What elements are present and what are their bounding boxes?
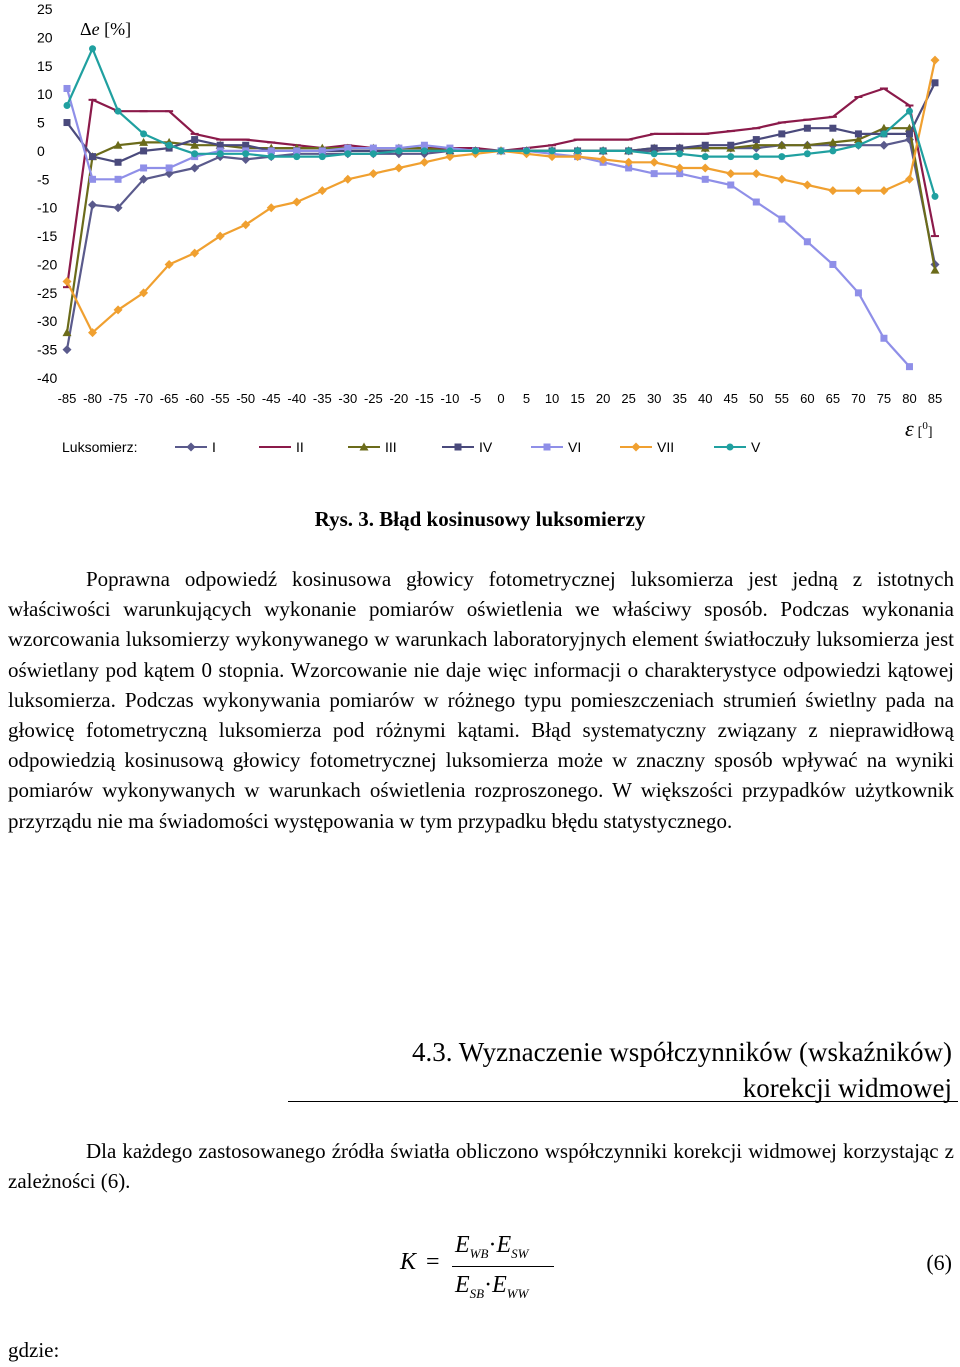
x-tick-label: 75 (876, 391, 892, 406)
data-point (319, 153, 326, 160)
data-point (63, 277, 72, 286)
data-point (600, 147, 607, 154)
y-tick-label: -15 (37, 228, 58, 245)
x-tick-label: 60 (800, 391, 815, 406)
data-point (855, 142, 862, 149)
legend-item-II (259, 439, 304, 455)
x-tick-label: 15 (570, 391, 585, 406)
data-point (804, 125, 811, 132)
x-tick-label: -20 (389, 391, 409, 406)
data-point (931, 266, 940, 274)
data-point (905, 175, 914, 184)
data-point (932, 193, 939, 200)
data-point (932, 79, 939, 86)
x-tick-label: -45 (261, 391, 281, 406)
legend-item-III (348, 439, 397, 455)
data-point (702, 176, 709, 183)
y-tick-label: 25 (37, 1, 53, 17)
data-point (906, 130, 913, 137)
series-line-VII (67, 60, 935, 333)
section-heading (412, 1034, 952, 1106)
data-point (64, 85, 71, 92)
x-tick-label: -5 (469, 391, 482, 406)
data-point (421, 147, 428, 154)
x-tick-label: -80 (83, 391, 102, 406)
x-tick-label: 55 (774, 391, 790, 406)
data-point (89, 45, 96, 52)
data-point (472, 147, 479, 154)
legend-marker (187, 443, 196, 452)
data-point (829, 125, 836, 132)
y-tick-label: 15 (37, 57, 53, 74)
x-tick-label: 10 (544, 391, 560, 406)
legend-marker (455, 444, 462, 451)
data-point (344, 150, 351, 157)
data-point (804, 238, 811, 245)
data-point (64, 102, 71, 109)
y-tick-label: 0 (37, 142, 45, 159)
x-tick-label: -40 (287, 391, 307, 406)
series-line-V (67, 49, 935, 197)
legend-item-V (714, 439, 761, 455)
x-axis-label: ε [$^0_]$ (905, 416, 933, 441)
x-tick-label: 35 (672, 391, 687, 406)
data-point (879, 186, 888, 195)
x-tick-label: 65 (825, 391, 841, 406)
data-point (190, 163, 199, 172)
legend-label: V (751, 439, 761, 455)
data-point (498, 147, 505, 154)
data-point (549, 147, 556, 154)
data-point (727, 142, 734, 149)
x-tick-label: 85 (927, 391, 943, 406)
x-tick-label: -70 (134, 391, 153, 406)
data-point (855, 289, 862, 296)
formula-6 (400, 1232, 600, 1302)
legend-marker (632, 443, 641, 452)
data-point (63, 345, 72, 354)
y-tick-label: -25 (37, 284, 58, 301)
data-point (88, 200, 97, 209)
x-tick-label: -55 (210, 391, 230, 406)
y-tick-label: -40 (37, 370, 58, 386)
data-point (369, 169, 378, 178)
data-point (394, 163, 403, 172)
data-point (140, 130, 147, 137)
data-point (293, 153, 300, 160)
heading-line-1: 4.3. Wyznaczenie współczynników (wskaźników) (412, 1037, 952, 1067)
formula-lhs: K (400, 1249, 417, 1275)
data-point (370, 150, 377, 157)
x-tick-label: 5 (522, 391, 531, 406)
data-point (854, 186, 863, 195)
data-point (879, 141, 888, 150)
x-tick-label: 45 (723, 391, 738, 406)
series-VII (63, 56, 940, 337)
data-point (701, 163, 710, 172)
x-tick-label: -10 (440, 391, 460, 406)
heading-line-2: korekcji widmowej (742, 1073, 952, 1103)
legend-label: VI (568, 439, 582, 455)
data-point (702, 153, 709, 160)
y-tick-label: 5 (37, 114, 45, 131)
paragraph-cosine-response: Poprawna odpowiedź kosinusowa głowicy fotometrycznej luksomierza jest jedną z istotnych właściwości warunkujących wykonanie pomiarów oświetlenia we właściwy sposób. Podczas wykonania wzorcowania luksomierzy wykonywanego w warunkach laboratoryjnych element światłoczuły luksomierza jest oświetlany pod kątem 0 stopnia. Wzorcowanie nie daje więc informacji o charakterystyce odpowiedzi kątowej luksomierza. Podczas wykonywania pomiarów w różnego typu pomieszczeniach strumień świetlny pada na głowicę fotometryczną luksomierza pod różnymi kątami. Błąd systematyczny związany z nieprawidłową odpowiedzią kosinusową głowicy fotometrycznej luksomierza może w znaczny sposób wpływać na wyniki pomiarów wykonywanych w warunkach oświetlenia rozproszonego. W większości przypadków użytkownik przyrządu nie ma świadomości występowania w tym przypadku błędu statystycznego. (8, 567, 954, 833)
data-point (651, 170, 658, 177)
data-point (752, 169, 761, 178)
x-tick-label: -35 (312, 391, 332, 406)
figure-caption: Rys. 3. Błąd kosinusowy luksomierzy (314, 507, 646, 531)
x-tick-label: -25 (363, 391, 383, 406)
x-tick-label: 25 (621, 391, 636, 406)
data-point (727, 181, 734, 188)
data-point (292, 198, 301, 207)
data-point (829, 261, 836, 268)
x-tick-label: 50 (749, 391, 764, 406)
x-tick-label: 20 (595, 391, 611, 406)
formula-denominator: $E_{SB}\cdot E_{WW}$ (455, 1272, 529, 1301)
data-point (803, 180, 812, 189)
data-point (395, 147, 402, 154)
data-point (89, 176, 96, 183)
x-tick-label: -15 (415, 391, 434, 406)
data-point (880, 335, 887, 342)
fraction-bar (452, 1266, 554, 1267)
x-tick-label: -75 (108, 391, 128, 406)
data-point (242, 150, 249, 157)
x-tick-label: -60 (185, 391, 205, 406)
data-point (140, 147, 147, 154)
x-tick-label: -65 (159, 391, 179, 406)
legend-label: II (296, 439, 304, 455)
x-tick-labels (58, 391, 943, 406)
paragraph-spectral-correction: Dla każdego zastosowanego źródła światła obliczono współczynniki korekcji widmowej korzystając z zależności (6). (8, 1139, 954, 1194)
legend-label: VII (657, 439, 675, 455)
data-point (855, 130, 862, 137)
cosine-error-chart (0, 0, 960, 470)
legend-item-VI (531, 439, 581, 455)
data-point (778, 153, 785, 160)
series-VI (64, 85, 913, 370)
data-point (191, 136, 198, 143)
legend-marker (727, 444, 734, 451)
data-point (906, 363, 913, 370)
data-point (778, 216, 785, 223)
data-point (778, 130, 785, 137)
legend-title: Luksomierz: (62, 439, 138, 455)
y-tick-label: 20 (37, 29, 53, 46)
legend-marker (544, 444, 551, 451)
series-lines (63, 45, 940, 370)
x-tick-label: 80 (902, 391, 917, 406)
x-tick-label: 40 (698, 391, 713, 406)
data-point (726, 169, 735, 178)
equation-number: (6) (926, 1250, 952, 1275)
data-point (89, 153, 96, 160)
formula-equals: = (426, 1249, 440, 1275)
data-point (574, 147, 581, 154)
y-axis-label: Δe [%] (80, 19, 132, 39)
series-line-II (67, 89, 935, 288)
data-point (166, 142, 173, 149)
data-point (651, 150, 658, 157)
x-tick-label: -85 (57, 391, 77, 406)
data-point (318, 186, 327, 195)
y-tick-label: -20 (37, 256, 58, 273)
data-point (343, 175, 352, 184)
series-V (64, 45, 939, 200)
data-point (650, 158, 659, 167)
heading-underline (288, 1101, 958, 1102)
data-point (523, 147, 530, 154)
data-point (446, 147, 453, 154)
data-point (420, 158, 429, 167)
data-point (115, 176, 122, 183)
data-point (191, 150, 198, 157)
y-tick-label: -10 (37, 199, 58, 216)
data-point (268, 153, 275, 160)
data-point (828, 186, 837, 195)
data-point (115, 108, 122, 115)
data-point (829, 147, 836, 154)
data-point (64, 119, 71, 126)
legend-item-VII (620, 439, 674, 455)
data-point (753, 199, 760, 206)
data-point (115, 159, 122, 166)
data-point (753, 153, 760, 160)
data-point (217, 150, 224, 157)
x-tick-label: 0 (497, 391, 505, 406)
x-tick-label: 70 (851, 391, 866, 406)
legend (175, 439, 761, 455)
y-tick-label: 10 (37, 86, 53, 103)
data-point (140, 164, 147, 171)
data-point (166, 164, 173, 171)
legend-label: III (385, 439, 397, 455)
legend-item-IV (442, 439, 493, 455)
data-point (931, 56, 940, 65)
series-line-VI (67, 89, 910, 367)
data-point (727, 153, 734, 160)
legend-label: IV (479, 439, 493, 455)
y-tick-label: -30 (37, 313, 58, 330)
where-label: gdzie: (8, 1338, 60, 1362)
y-tick-label: -35 (37, 341, 58, 358)
data-point (753, 136, 760, 143)
legend-label: I (212, 439, 216, 455)
y-tick-label: -5 (37, 171, 50, 188)
legend-item-I (175, 439, 216, 455)
data-point (880, 130, 887, 137)
data-point (804, 150, 811, 157)
data-point (702, 142, 709, 149)
data-point (906, 108, 913, 115)
x-tick-label: 30 (646, 391, 662, 406)
y-tick-labels (37, 1, 57, 386)
formula-numerator: $E_{WB}\cdot E_{SW}$ (455, 1232, 529, 1261)
x-tick-label: -50 (236, 391, 256, 406)
data-point (777, 175, 786, 184)
data-point (676, 150, 683, 157)
x-tick-label: -30 (338, 391, 358, 406)
data-point (625, 147, 632, 154)
